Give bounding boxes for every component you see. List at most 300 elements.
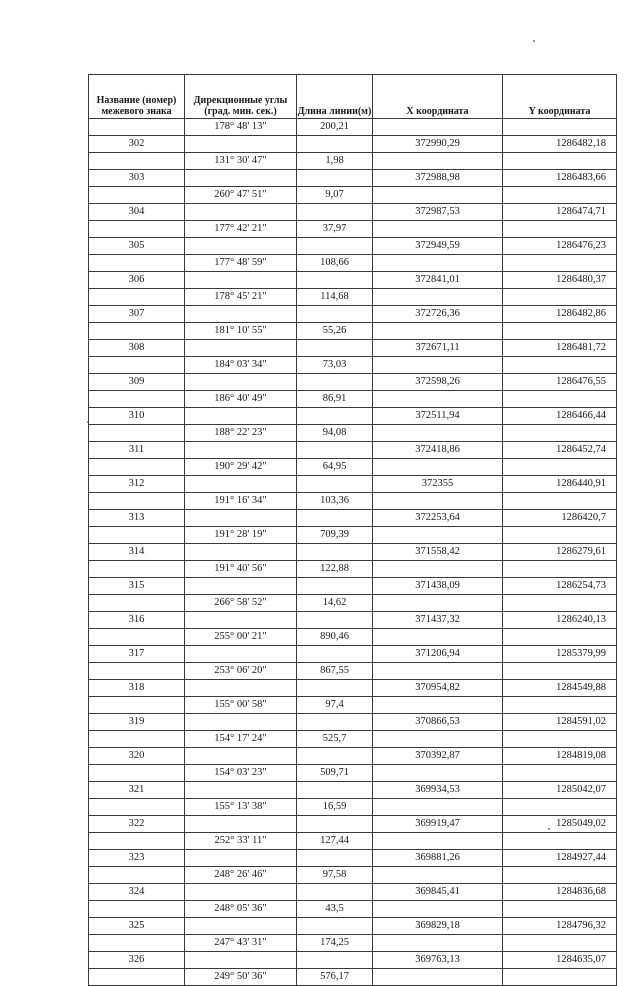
segment-angle: 260° 47' 51" (185, 187, 297, 204)
segment-empty-cell (373, 187, 503, 204)
mark-name: 318 (89, 680, 185, 697)
mark-y-coordinate: 1286466,44 (503, 408, 617, 425)
segment-row (89, 663, 617, 680)
mark-row (89, 544, 617, 561)
segment-angle: 177° 48' 59" (185, 255, 297, 272)
segment-length: 64,95 (297, 459, 373, 476)
segment-empty-cell (503, 493, 617, 510)
segment-angle: 248° 05' 36" (185, 901, 297, 918)
segment-empty-cell (503, 255, 617, 272)
header-direction-angle: Дирекционные углы (град. мин. сек.) (185, 75, 297, 119)
mark-empty-cell (185, 374, 297, 391)
mark-empty-cell (185, 272, 297, 289)
segment-empty-cell (89, 493, 185, 510)
segment-row (89, 595, 617, 612)
mark-empty-cell (185, 170, 297, 187)
mark-y-coordinate: 1286483,66 (503, 170, 617, 187)
mark-x-coordinate: 370954,82 (373, 680, 503, 697)
mark-row (89, 680, 617, 697)
segment-length: 16,59 (297, 799, 373, 816)
mark-y-coordinate: 1286279,61 (503, 544, 617, 561)
segment-length: 709,39 (297, 527, 373, 544)
segment-empty-cell (373, 289, 503, 306)
segment-empty-cell (89, 323, 185, 340)
mark-name: 312 (89, 476, 185, 493)
segment-empty-cell (503, 459, 617, 476)
mark-name: 314 (89, 544, 185, 561)
mark-name: 320 (89, 748, 185, 765)
segment-row (89, 255, 617, 272)
mark-row (89, 510, 617, 527)
segment-row (89, 833, 617, 850)
mark-row (89, 748, 617, 765)
segment-length: 97,58 (297, 867, 373, 884)
segment-angle: 191° 28' 19" (185, 527, 297, 544)
mark-y-coordinate: 1284635,07 (503, 952, 617, 969)
segment-row (89, 867, 617, 884)
segment-empty-cell (89, 969, 185, 986)
segment-row (89, 799, 617, 816)
mark-x-coordinate: 369919,47 (373, 816, 503, 833)
segment-length: 37,97 (297, 221, 373, 238)
mark-empty-cell (297, 782, 373, 799)
mark-y-coordinate: 1286480,37 (503, 272, 617, 289)
segment-angle: 131° 30' 47" (185, 153, 297, 170)
segment-angle: 252° 33' 11" (185, 833, 297, 850)
mark-x-coordinate: 369934,53 (373, 782, 503, 799)
segment-empty-cell (373, 425, 503, 442)
segment-empty-cell (503, 629, 617, 646)
segment-length: 103,36 (297, 493, 373, 510)
mark-name: 309 (89, 374, 185, 391)
mark-empty-cell (297, 646, 373, 663)
header-line-length: Длина линии(м) (297, 75, 373, 119)
mark-empty-cell (185, 442, 297, 459)
mark-y-coordinate: 1284591,02 (503, 714, 617, 731)
segment-length: 108,66 (297, 255, 373, 272)
segment-angle: 184° 03' 34" (185, 357, 297, 374)
segment-angle: 154° 17' 24" (185, 731, 297, 748)
segment-empty-cell (89, 187, 185, 204)
header-x-coordinate: X координата (373, 75, 503, 119)
mark-row (89, 714, 617, 731)
mark-name: 319 (89, 714, 185, 731)
segment-length: 114,68 (297, 289, 373, 306)
segment-empty-cell (503, 357, 617, 374)
segment-length: 9,07 (297, 187, 373, 204)
segment-length: 1,98 (297, 153, 373, 170)
mark-y-coordinate: 1286440,91 (503, 476, 617, 493)
segment-empty-cell (503, 697, 617, 714)
mark-row (89, 476, 617, 493)
segment-empty-cell (89, 459, 185, 476)
segment-empty-cell (503, 187, 617, 204)
mark-empty-cell (297, 544, 373, 561)
mark-empty-cell (185, 476, 297, 493)
segment-empty-cell (373, 969, 503, 986)
mark-x-coordinate: 372726,36 (373, 306, 503, 323)
segment-empty-cell (89, 561, 185, 578)
mark-name: 313 (89, 510, 185, 527)
segment-angle: 266° 58' 52" (185, 595, 297, 612)
segment-empty-cell (503, 595, 617, 612)
segment-empty-cell (373, 357, 503, 374)
mark-name: 304 (89, 204, 185, 221)
mark-empty-cell (297, 952, 373, 969)
mark-empty-cell (185, 544, 297, 561)
mark-row (89, 374, 617, 391)
mark-y-coordinate: 1286482,86 (503, 306, 617, 323)
mark-empty-cell (297, 442, 373, 459)
boundary-marks-table (88, 74, 617, 986)
mark-name: 306 (89, 272, 185, 289)
mark-empty-cell (185, 408, 297, 425)
mark-x-coordinate: 370866,53 (373, 714, 503, 731)
mark-empty-cell (185, 850, 297, 867)
mark-x-coordinate: 369845,41 (373, 884, 503, 901)
segment-angle: 253° 06' 20" (185, 663, 297, 680)
segment-empty-cell (503, 663, 617, 680)
segment-length: 86,91 (297, 391, 373, 408)
segment-empty-cell (373, 765, 503, 782)
segment-length: 97,4 (297, 697, 373, 714)
mark-empty-cell (297, 170, 373, 187)
mark-name: 305 (89, 238, 185, 255)
segment-length: 55,26 (297, 323, 373, 340)
mark-y-coordinate: 1286420,7 (503, 510, 617, 527)
segment-length: 890,46 (297, 629, 373, 646)
segment-empty-cell (89, 153, 185, 170)
mark-empty-cell (185, 306, 297, 323)
segment-length: 174,25 (297, 935, 373, 952)
mark-y-coordinate: 1284549,88 (503, 680, 617, 697)
mark-row (89, 612, 617, 629)
segment-empty-cell (373, 119, 503, 136)
segment-length: 867,55 (297, 663, 373, 680)
segment-empty-cell (503, 969, 617, 986)
mark-empty-cell (185, 646, 297, 663)
mark-name: 324 (89, 884, 185, 901)
mark-empty-cell (185, 816, 297, 833)
mark-x-coordinate: 372418,86 (373, 442, 503, 459)
segment-empty-cell (503, 153, 617, 170)
mark-empty-cell (297, 680, 373, 697)
mark-x-coordinate: 369829,18 (373, 918, 503, 935)
segment-empty-cell (89, 119, 185, 136)
mark-empty-cell (185, 782, 297, 799)
mark-y-coordinate: 1286254,73 (503, 578, 617, 595)
header-mark-name: Название (номер) межевого знака (89, 75, 185, 119)
mark-empty-cell (185, 238, 297, 255)
mark-x-coordinate: 372253,64 (373, 510, 503, 527)
mark-y-coordinate: 1286482,18 (503, 136, 617, 153)
mark-x-coordinate: 372841,01 (373, 272, 503, 289)
mark-empty-cell (297, 748, 373, 765)
segment-empty-cell (89, 629, 185, 646)
mark-empty-cell (185, 204, 297, 221)
header-y-coordinate: Y координата (503, 75, 617, 119)
mark-x-coordinate: 372990,29 (373, 136, 503, 153)
segment-angle: 190° 29' 42" (185, 459, 297, 476)
mark-row (89, 646, 617, 663)
segment-length: 576,17 (297, 969, 373, 986)
segment-empty-cell (503, 935, 617, 952)
mark-empty-cell (185, 340, 297, 357)
segment-empty-cell (89, 255, 185, 272)
segment-empty-cell (373, 629, 503, 646)
segment-row (89, 493, 617, 510)
mark-y-coordinate: 1286476,55 (503, 374, 617, 391)
segment-row (89, 629, 617, 646)
segment-length: 525,7 (297, 731, 373, 748)
segment-empty-cell (89, 221, 185, 238)
segment-angle: 255° 00' 21" (185, 629, 297, 646)
mark-row (89, 306, 617, 323)
mark-y-coordinate: 1284836,68 (503, 884, 617, 901)
mark-name: 308 (89, 340, 185, 357)
segment-empty-cell (89, 731, 185, 748)
segment-empty-cell (89, 697, 185, 714)
mark-y-coordinate: 1286452,74 (503, 442, 617, 459)
segment-empty-cell (89, 833, 185, 850)
mark-row (89, 850, 617, 867)
mark-empty-cell (185, 136, 297, 153)
segment-length: 122,88 (297, 561, 373, 578)
segment-empty-cell (373, 221, 503, 238)
segment-empty-cell (89, 391, 185, 408)
segment-empty-cell (373, 459, 503, 476)
mark-empty-cell (185, 952, 297, 969)
mark-y-coordinate: 1285379,99 (503, 646, 617, 663)
segment-empty-cell (373, 663, 503, 680)
mark-empty-cell (297, 306, 373, 323)
mark-row (89, 408, 617, 425)
segment-empty-cell (503, 901, 617, 918)
segment-empty-cell (373, 493, 503, 510)
segment-angle: 178° 48' 13" (185, 119, 297, 136)
mark-x-coordinate: 369881,26 (373, 850, 503, 867)
segment-row (89, 357, 617, 374)
mark-empty-cell (185, 918, 297, 935)
mark-empty-cell (185, 714, 297, 731)
segment-angle: 191° 16' 34" (185, 493, 297, 510)
segment-row (89, 221, 617, 238)
mark-empty-cell (297, 612, 373, 629)
segment-empty-cell (89, 595, 185, 612)
mark-empty-cell (297, 204, 373, 221)
mark-empty-cell (297, 918, 373, 935)
mark-x-coordinate: 372671,11 (373, 340, 503, 357)
segment-angle: 188° 22' 23" (185, 425, 297, 442)
segment-row (89, 187, 617, 204)
segment-empty-cell (373, 595, 503, 612)
mark-row (89, 816, 617, 833)
segment-empty-cell (89, 867, 185, 884)
table-header-row (89, 75, 617, 119)
segment-empty-cell (373, 561, 503, 578)
mark-y-coordinate: 1285049,02 (503, 816, 617, 833)
mark-row (89, 952, 617, 969)
mark-name: 323 (89, 850, 185, 867)
mark-row (89, 340, 617, 357)
segment-angle: 186° 40' 49" (185, 391, 297, 408)
mark-name: 303 (89, 170, 185, 187)
segment-row (89, 425, 617, 442)
mark-row (89, 136, 617, 153)
segment-empty-cell (89, 425, 185, 442)
segment-length: 94,08 (297, 425, 373, 442)
mark-x-coordinate: 370392,87 (373, 748, 503, 765)
segment-row (89, 731, 617, 748)
mark-name: 302 (89, 136, 185, 153)
mark-row (89, 884, 617, 901)
mark-name: 307 (89, 306, 185, 323)
segment-empty-cell (373, 255, 503, 272)
segment-empty-cell (89, 527, 185, 544)
mark-x-coordinate: 372598,26 (373, 374, 503, 391)
mark-empty-cell (297, 408, 373, 425)
segment-angle: 154° 03' 23" (185, 765, 297, 782)
mark-name: 321 (89, 782, 185, 799)
segment-empty-cell (373, 867, 503, 884)
segment-row (89, 935, 617, 952)
segment-empty-cell (373, 323, 503, 340)
segment-row (89, 289, 617, 306)
segment-length: 127,44 (297, 833, 373, 850)
segment-angle: 155° 00' 58" (185, 697, 297, 714)
segment-row (89, 153, 617, 170)
segment-length: 73,03 (297, 357, 373, 374)
mark-x-coordinate: 372987,53 (373, 204, 503, 221)
mark-name: 322 (89, 816, 185, 833)
segment-empty-cell (503, 391, 617, 408)
segment-empty-cell (89, 935, 185, 952)
segment-length: 509,71 (297, 765, 373, 782)
table-body (89, 119, 617, 986)
mark-empty-cell (297, 510, 373, 527)
segment-empty-cell (503, 561, 617, 578)
segment-empty-cell (89, 901, 185, 918)
segment-empty-cell (503, 527, 617, 544)
mark-empty-cell (297, 272, 373, 289)
segment-empty-cell (503, 119, 617, 136)
segment-angle: 247° 43' 31" (185, 935, 297, 952)
mark-y-coordinate: 1285042,07 (503, 782, 617, 799)
mark-row (89, 918, 617, 935)
mark-y-coordinate: 1286474,71 (503, 204, 617, 221)
segment-row (89, 527, 617, 544)
mark-empty-cell (185, 680, 297, 697)
mark-empty-cell (297, 136, 373, 153)
segment-empty-cell (89, 799, 185, 816)
segment-row (89, 459, 617, 476)
mark-empty-cell (297, 884, 373, 901)
mark-empty-cell (297, 850, 373, 867)
mark-name: 315 (89, 578, 185, 595)
segment-row (89, 765, 617, 782)
mark-x-coordinate: 372949,59 (373, 238, 503, 255)
segment-angle: 191° 40' 56" (185, 561, 297, 578)
mark-row (89, 204, 617, 221)
segment-empty-cell (373, 799, 503, 816)
mark-empty-cell (297, 238, 373, 255)
segment-empty-cell (373, 697, 503, 714)
mark-y-coordinate: 1286240,13 (503, 612, 617, 629)
segment-length: 43,5 (297, 901, 373, 918)
mark-x-coordinate: 371437,32 (373, 612, 503, 629)
segment-row (89, 561, 617, 578)
segment-empty-cell (373, 833, 503, 850)
mark-x-coordinate: 369763,13 (373, 952, 503, 969)
segment-angle: 248° 26' 46" (185, 867, 297, 884)
segment-empty-cell (503, 765, 617, 782)
segment-empty-cell (503, 323, 617, 340)
segment-angle: 178° 45' 21" (185, 289, 297, 306)
segment-angle: 181° 10' 55" (185, 323, 297, 340)
segment-empty-cell (89, 357, 185, 374)
segment-angle: 155° 13' 38" (185, 799, 297, 816)
segment-empty-cell (503, 833, 617, 850)
segment-length: 200,21 (297, 119, 373, 136)
mark-y-coordinate: 1286476,23 (503, 238, 617, 255)
segment-empty-cell (503, 221, 617, 238)
mark-empty-cell (185, 578, 297, 595)
mark-name: 311 (89, 442, 185, 459)
mark-empty-cell (297, 578, 373, 595)
mark-x-coordinate: 372988,98 (373, 170, 503, 187)
mark-x-coordinate: 371438,09 (373, 578, 503, 595)
segment-empty-cell (373, 527, 503, 544)
mark-name: 310 (89, 408, 185, 425)
mark-name: 317 (89, 646, 185, 663)
mark-y-coordinate: 1284927,44 (503, 850, 617, 867)
mark-name: 325 (89, 918, 185, 935)
mark-row (89, 170, 617, 187)
mark-x-coordinate: 372511,94 (373, 408, 503, 425)
segment-empty-cell (373, 153, 503, 170)
segment-empty-cell (503, 799, 617, 816)
segment-row (89, 697, 617, 714)
mark-row (89, 782, 617, 799)
segment-empty-cell (89, 663, 185, 680)
segment-row (89, 119, 617, 136)
segment-empty-cell (89, 765, 185, 782)
scan-speck (533, 40, 535, 42)
mark-y-coordinate: 1286481,72 (503, 340, 617, 357)
mark-name: 326 (89, 952, 185, 969)
mark-empty-cell (297, 340, 373, 357)
segment-empty-cell (503, 425, 617, 442)
segment-empty-cell (503, 867, 617, 884)
segment-empty-cell (503, 731, 617, 748)
segment-angle: 177° 42' 21" (185, 221, 297, 238)
segment-row (89, 391, 617, 408)
mark-row (89, 238, 617, 255)
mark-name: 316 (89, 612, 185, 629)
segment-empty-cell (503, 289, 617, 306)
mark-y-coordinate: 1284819,08 (503, 748, 617, 765)
mark-row (89, 442, 617, 459)
segment-empty-cell (373, 731, 503, 748)
segment-row (89, 323, 617, 340)
mark-empty-cell (297, 714, 373, 731)
mark-empty-cell (185, 884, 297, 901)
mark-empty-cell (297, 374, 373, 391)
mark-x-coordinate: 372355 (373, 476, 503, 493)
segment-length: 14,62 (297, 595, 373, 612)
segment-empty-cell (373, 391, 503, 408)
mark-empty-cell (185, 612, 297, 629)
